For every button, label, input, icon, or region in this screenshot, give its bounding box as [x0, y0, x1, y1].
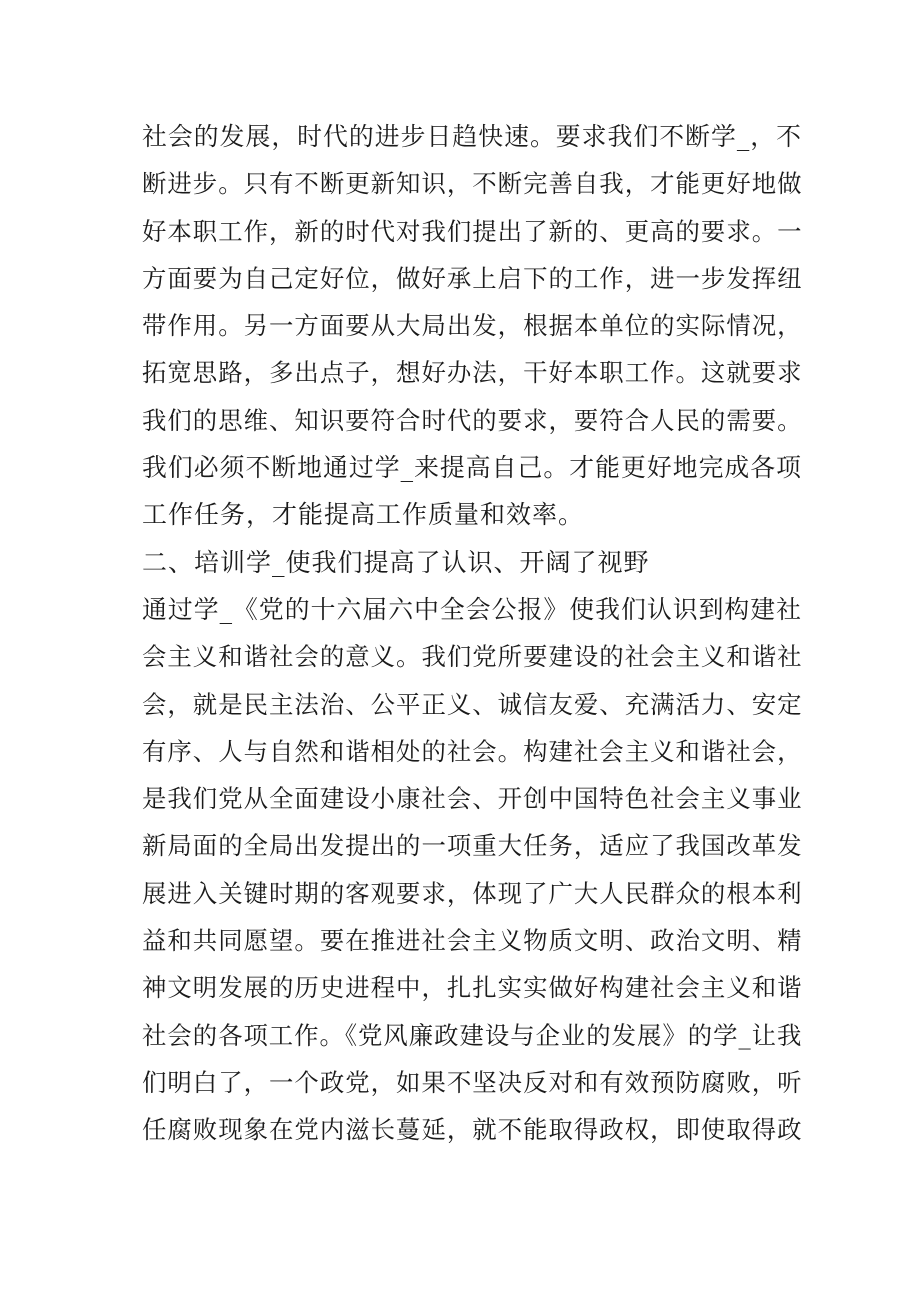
text-line: 是我们党从全面建设小康社会、开创中国特色社会主义事业: [142, 784, 803, 814]
text-line: 我们必须不断地通过学_来提高自己。才能更好地完成各项: [142, 453, 802, 483]
text-line: 展进入关键时期的客观要求，体现了广大人民群众的根本利: [142, 878, 803, 908]
text-line: 带作用。另一方面要从大局出发，根据本单位的实际情况，: [142, 311, 803, 341]
text-line: 二、培训学_使我们提高了认识、开阔了视野: [142, 547, 650, 577]
text-line: 拓宽思路，多出点子，想好办法，干好本职工作。这就要求: [142, 358, 803, 388]
text-line: 好本职工作，新的时代对我们提出了新的、更高的要求。一: [142, 216, 803, 246]
text-line: 们明白了，一个政党，如果不坚决反对和有效预防腐败，听: [142, 1067, 803, 1097]
text-line: 新局面的全局出发提出的一项重大任务，适应了我国改革发: [142, 831, 803, 861]
text-line: 有序、人与自然和谐相处的社会。构建社会主义和谐社会，: [142, 736, 803, 766]
text-line: 我们的思维、知识要符合时代的要求，要符合人民的需要。: [142, 405, 803, 435]
text-line: 社会的发展，时代的进步日趋快速。要求我们不断学_，不: [142, 122, 802, 151]
text-line: 会，就是民主法治、公平正义、诚信友爱、充满活力、安定: [142, 689, 803, 719]
text-line: 工作任务，才能提高工作质量和效率。: [142, 500, 585, 530]
text-line: 任腐败现象在党内滋长蔓延，就不能取得政权，即使取得政: [142, 1115, 803, 1145]
text-line: 断进步。只有不断更新知识，不断完善自我，才能更好地做: [142, 169, 803, 199]
text-line: 会主义和谐社会的意义。我们党所要建设的社会主义和谐社: [142, 642, 803, 672]
text-line: 益和共同愿望。要在推进社会主义物质文明、政治文明、精: [142, 926, 803, 956]
text-line: 神文明发展的历史进程中，扎扎实实做好构建社会主义和谐: [142, 973, 803, 1003]
text-line: 通过学_《党的十六届六中全会公报》使我们认识到构建社: [142, 594, 802, 624]
text-line: 方面要为自己定好位，做好承上启下的工作，进一步发挥纽: [142, 263, 803, 293]
document-body-text: [142, 113, 802, 1154]
text-line: 社会的各项工作。《党风廉政建设与企业的发展》的学_让我: [142, 1020, 803, 1050]
